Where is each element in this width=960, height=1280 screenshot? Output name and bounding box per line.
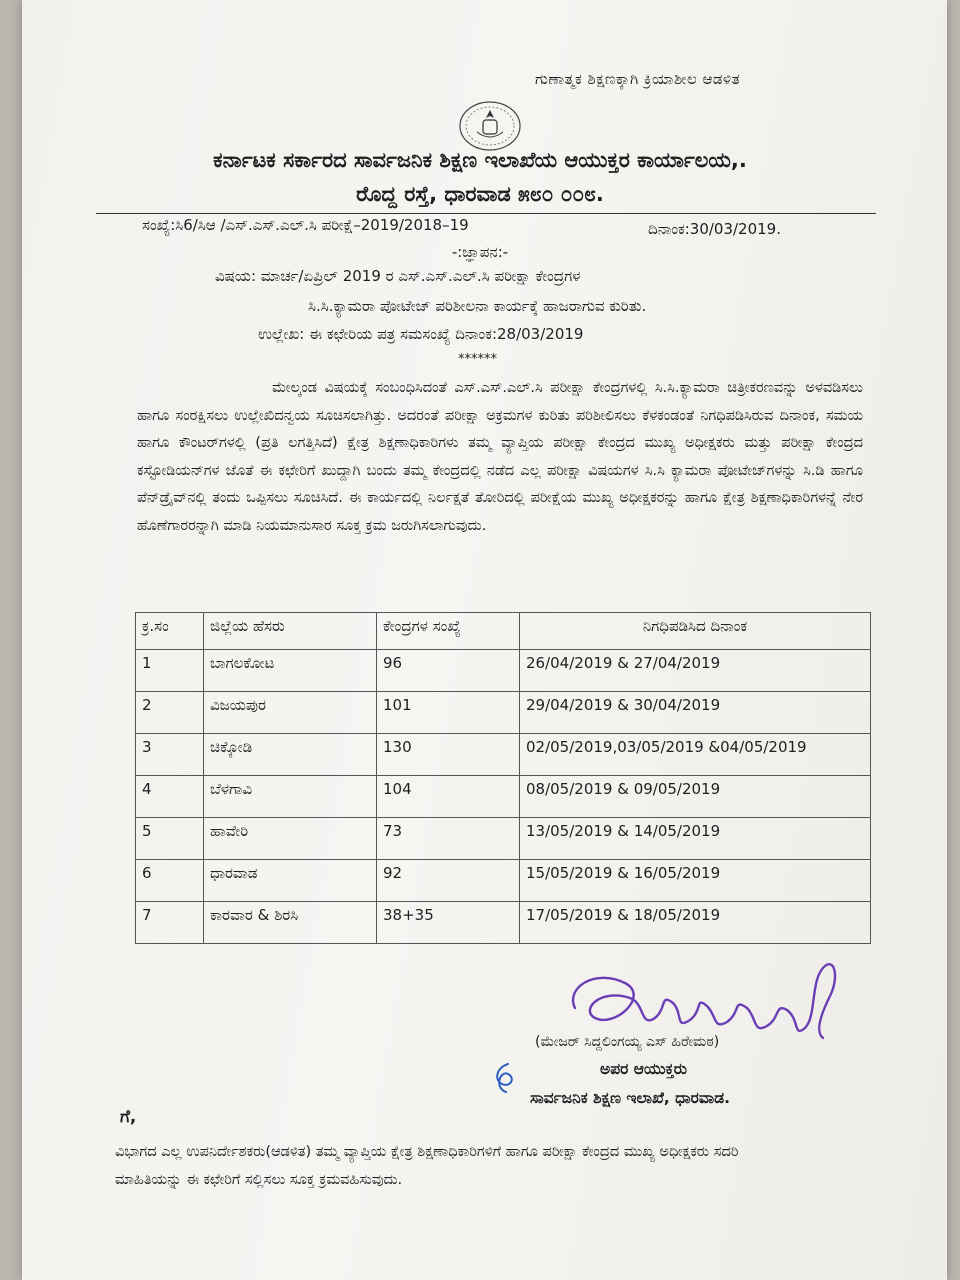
subject-line-1: ವಿಷಯ: ಮಾರ್ಚ/ಏಪ್ರಿಲ್ 2019 ರ ಎಸ್.ಎಸ್.ಎಲ್.ಸಿ ಪರೀಕ್ಷಾ ಕೇಂದ್ರಗಳ [215,267,581,285]
office-address: ರೊದ್ದ ರಸ್ತೆ, ಧಾರವಾಡ ೫೮೦ ೦೦೮. [356,182,604,206]
memo-title: -:ಜ್ಞಾಪನ:- [451,243,509,261]
recipient-label: ಗೆ, [120,1107,137,1127]
initial-mark-icon [486,1058,526,1098]
table-row [136,776,871,818]
cell-dates: 26/04/2019 & 27/04/2019 [520,650,871,692]
table-row [136,902,871,944]
header-divider [96,213,876,214]
reference-number: ಸಂಖ್ಯೆ:ಸಿ6/ಸಿಆ /ಎಸ್.ಎಸ್.ಎಲ್.ಸಿ ಪರೀಕ್ಷೆ–2019/2018–19 [142,216,469,234]
header-serial: ಕ್ರ.ಸಂ [136,613,204,650]
schedule-table [135,612,871,944]
cell-dates: 13/05/2019 & 14/05/2019 [520,818,871,860]
memo-date: ದಿನಾಂಕ:30/03/2019. [648,220,781,238]
cell-dates: 15/05/2019 & 16/05/2019 [520,860,871,902]
cell-serial: 1 [136,650,204,692]
cell-serial: 3 [136,734,204,776]
cell-centres: 101 [377,692,520,734]
cell-centres: 130 [377,734,520,776]
header-district: ಜಿಲ್ಲೆಯ ಹೆಸರು [204,613,377,650]
recipient-text: ವಿಭಾಗದ ಎಲ್ಲ ಉಪನಿರ್ದೇಶಕರು(ಆಡಳಿತ) ತಮ್ಮ ವ್ಯಾಪ್ತಿಯ ಕ್ಷೇತ್ರ ಶಿಕ್ಷಣಾಧಿಕಾರಿಗಳಿಗೆ ಹಾಗೂ ಪರೀಕ್ಷಾ ಕೇಂದ್ರದ ಮುಖ್ಯ ಅಧೀಕ್ಷಕರು ಸದರಿ ಮಾಹಿತಿಯನ್ನು ಈ ಕಛೇರಿಗೆ ಸಲ್ಲಿಸಲು ಸೂಕ್ತ ಕ್ರಮವಹಿಸುವುದು. [115,1144,739,1188]
cell-centres: 92 [377,860,520,902]
cell-serial: 6 [136,860,204,902]
header-dates: ನಿಗಧಿಪಡಿಸಿದ ದಿನಾಂಕ [520,613,871,650]
reference-line: ಉಲ್ಲೇಖ: ಈ ಕಛೇರಿಯ ಪತ್ರ ಸಮಸಂಖ್ಯೆ ದಿನಾಂಕ:28/03/2019 [258,325,584,343]
signatory-office: ಸಾರ್ವಜನಿಕ ಶಿಕ್ಷಣ ಇಲಾಖೆ, ಧಾರವಾಡ. [530,1089,731,1107]
signatory-designation: ಅಪರ ಆಯುಕ್ತರು [600,1060,687,1078]
separator: ****** [458,352,497,367]
cell-centres: 96 [377,650,520,692]
table-header-row [136,613,871,650]
table-row [136,734,871,776]
office-heading: ಕರ್ನಾಟಕ ಸರ್ಕಾರದ ಸಾರ್ವಜನಿಕ ಶಿಕ್ಷಣ ಇಲಾಖೆಯ ಆಯುಕ್ತರ ಕಾರ್ಯಾಲಯ,. [213,148,747,172]
cell-district: ಧಾರವಾಡ [204,860,377,902]
cell-centres: 38+35 [377,902,520,944]
memo-body: ಮೇಲ್ಕಂಡ ವಿಷಯಕ್ಕೆ ಸಂಬಂಧಿಸಿದಂತೆ ಎಸ್.ಎಸ್.ಎಲ್.ಸಿ ಪರೀಕ್ಷಾ ಕೇಂದ್ರಗಳಲ್ಲಿ ಸಿ.ಸಿ.ಕ್ಯಾಮರಾ ಚಿತ್ರೀಕರಣವನ್ನು ಅಳವಡಿಸಲು ಹಾಗೂ ಸಂರಕ್ಷಿಸಲು ಉಲ್ಲೇಖಿದನ್ವಯ ಸೂಚಿಸಲಾಗಿತ್ತು. ಅದರಂತೆ ಪರೀಕ್ಷಾ ಅಕ್ರಮಗಳ ಕುರಿತು ಪರಿಶೀಲಿಸಲು ಕೆಳಕಂಡಂತೆ ನಿಗಧಿಪಡಿಸಿರುವ ದಿನಾಂಕ, ಸಮಯ ಹಾಗೂ ಕೌಂಟರ್‌ಗಳಲ್ಲಿ (ಪ್ರತಿ ಲಗತ್ತಿಸಿದೆ) ಕ್ಷೇತ್ರ ಶಿಕ್ಷಣಾಧಿಕಾರಿಗಳು ತಮ್ಮ ವ್ಯಾಪ್ತಿಯ ಪರೀಕ್ಷಾ ಕೇಂದ್ರದ ಮುಖ್ಯ ಅಧೀಕ್ಷಕರು ಮತ್ತು ಪರೀಕ್ಷಾ ಕೇಂದ್ರದ ಕಸ್ಟೋಡಿಯನ್‌ಗಳ ಜೊತೆ ಈ ಕಛೇರಿಗೆ ಖುದ್ದಾಗಿ ಬಂದು ತಮ್ಮ ಕೇಂದ್ರದಲ್ಲಿ ನಡೆದ ಎಲ್ಲ ಪರೀಕ್ಷಾ ವಿಷಯಗಳ ಸಿ.ಸಿ ಕ್ಯಾಮರಾ ಪೋಟೇಜ್‌ಗಳನ್ನು ಸಿ.ಡಿ ಹಾಗೂ ಪೆನ್‌ಡ್ರೈವ್‌ನಲ್ಲಿ ತಂದು ಒಪ್ಪಿಸಲು ಸೂಚಿಸಿದೆ. ಈ ಕಾರ್ಯದಲ್ಲಿ ನಿರ್ಲಕ್ಷತೆ ತೋರಿದಲ್ಲಿ ಪರೀಕ್ಷೆಯ ಮುಖ್ಯ ಅಧೀಕ್ಷಕರನ್ನು ಹಾಗೂ ಕ್ಷೇತ್ರ ಶಿಕ್ಷಣಾಧಿಕಾರಿಗಳನ್ನೆ ನೇರ ಹೊಣೆಗಾರರನ್ನಾಗಿ ಮಾಡಿ ನಿಯಮಾನುಸಾರ ಸೂಕ್ತ ಕ್ರಮ ಜರುಗಿಸಲಾಗುವುದು. [137,380,863,534]
cell-dates: 17/05/2019 & 18/05/2019 [520,902,871,944]
cell-serial: 2 [136,692,204,734]
cell-dates: 08/05/2019 & 09/05/2019 [520,776,871,818]
table-row [136,650,871,692]
signatory-name: (ಮೇಜರ್ ಸಿದ್ದಲಿಂಗಯ್ಯ ಎಸ್ ಹಿರೇಮಠ) [535,1034,720,1050]
subject-line-2: ಸಿ.ಸಿ.ಕ್ಯಾಮರಾ ಪೋಟೇಜ್ ಪರಿಶೀಲನಾ ಕಾರ್ಯಕ್ಕೆ ಹಾಜರಾಗುವ ಕುರಿತು. [308,297,647,315]
cell-serial: 4 [136,776,204,818]
cell-dates: 02/05/2019,03/05/2019 &04/05/2019 [520,734,871,776]
state-emblem-icon [455,98,525,154]
cell-district: ಹಾವೇರಿ [204,818,377,860]
cell-serial: 5 [136,818,204,860]
table-row [136,692,871,734]
cell-district: ಚಿಕ್ಕೋಡಿ [204,734,377,776]
header-centres: ಕೇಂದ್ರಗಳ ಸಂಖ್ಯೆ [377,613,520,650]
cell-dates: 29/04/2019 & 30/04/2019 [520,692,871,734]
cell-serial: 7 [136,902,204,944]
motto-text: ಗುಣಾತ್ಮಕ ಶಿಕ್ಷಣಕ್ಕಾಗಿ ಕ್ರಿಯಾಶೀಲ ಆಡಳಿತ [535,70,741,88]
table-row [136,860,871,902]
cell-district: ಬೆಳಗಾವಿ [204,776,377,818]
cell-district: ವಿಜಯಪುರ [204,692,377,734]
cell-centres: 73 [377,818,520,860]
cell-district: ಕಾರವಾರ & ಶಿರಸಿ [204,902,377,944]
cell-centres: 104 [377,776,520,818]
table-row [136,818,871,860]
cell-district: ಬಾಗಲಕೋಟ [204,650,377,692]
